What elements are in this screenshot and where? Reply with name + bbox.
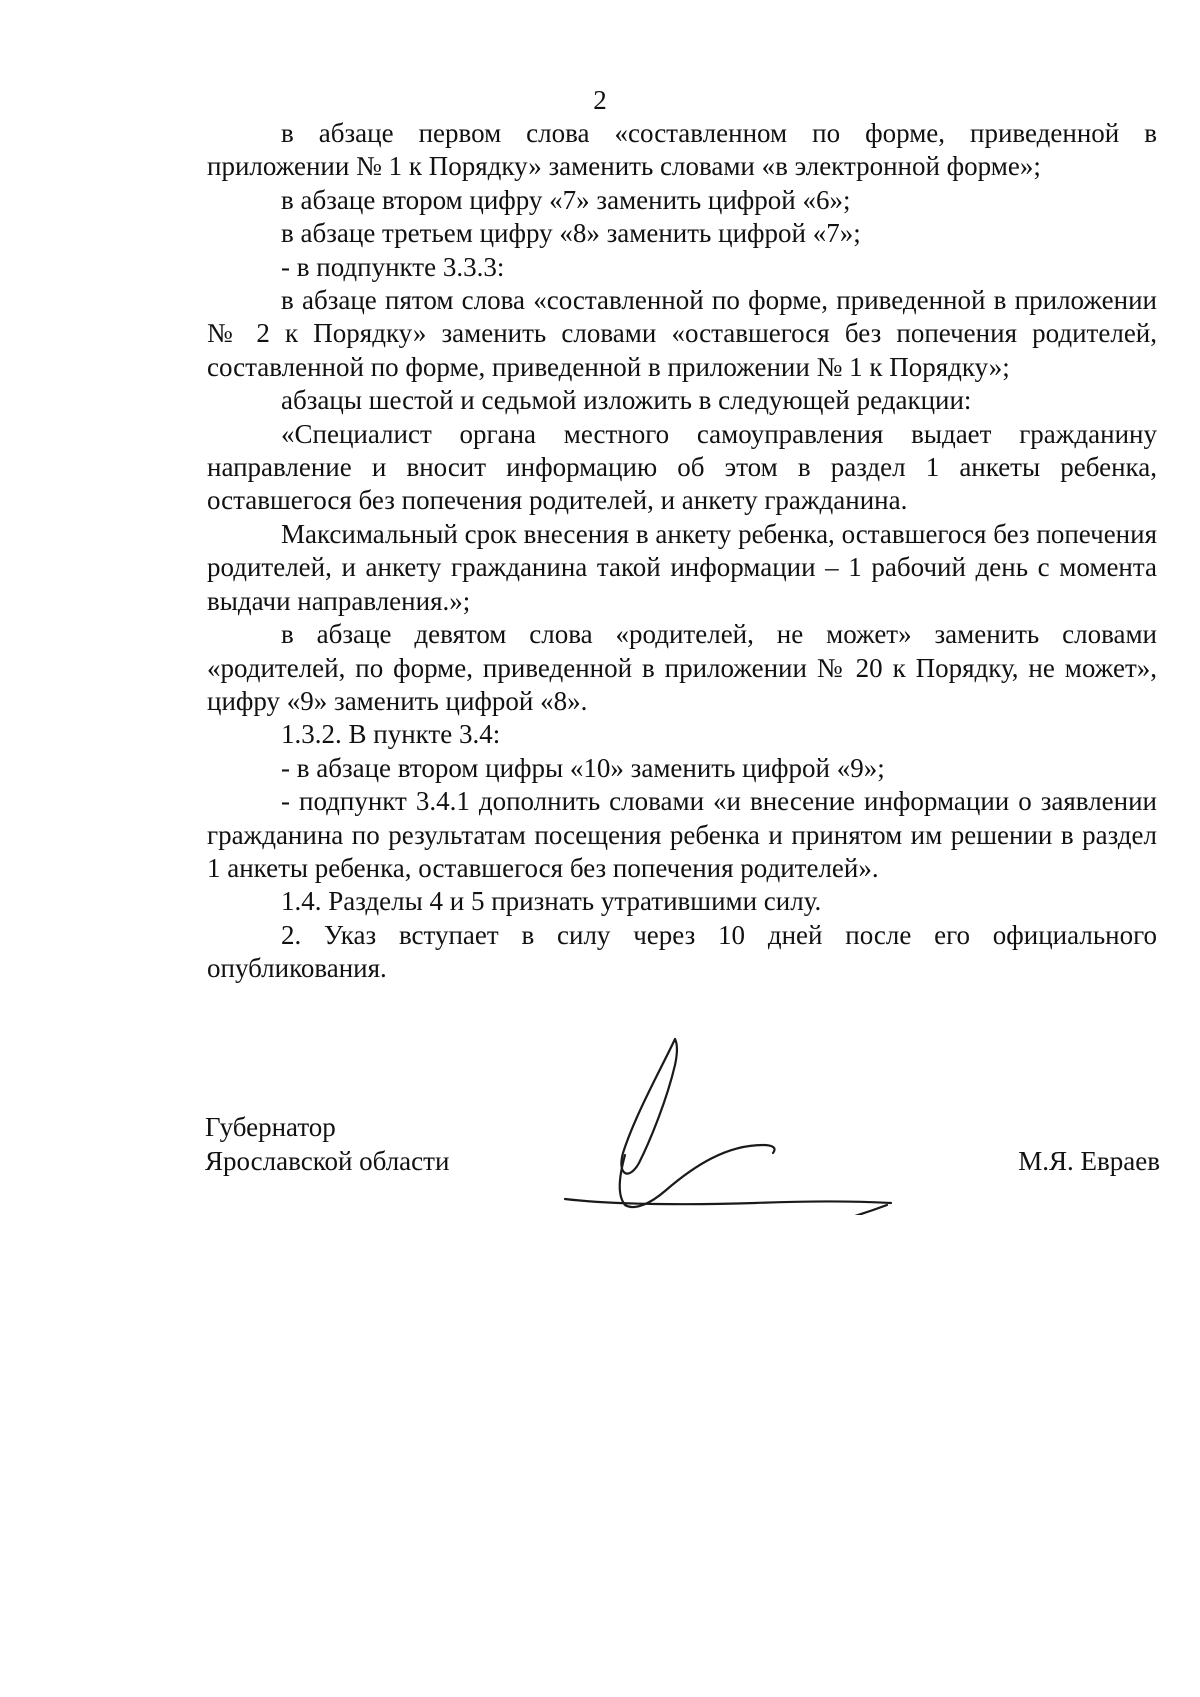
signatory-name: М.Я. Евраев <box>1018 1146 1160 1176</box>
paragraph: - в абзаце втором цифры «10» заменить цифрой «9»; <box>281 752 885 783</box>
paragraph: в абзаце втором цифру «7» заменить цифрой «6»; <box>281 184 851 215</box>
paragraph: в абзаце пятом слова «составленной по форме, приведенной в приложении № 2 к Порядку» заменить словами «оставшегося без попечения родителей, составленной по форме, приведенной в приложении № 1 к Порядку»; <box>207 285 1157 382</box>
document-body <box>207 117 1157 986</box>
paragraph: в абзаце первом слова «составленном по форме, приведенной в приложении № 1 к Порядку» заменить словами «в электронной форме»; <box>207 118 1157 182</box>
signatory-title-line: Ярославской области <box>205 1146 450 1176</box>
paragraph: Максимальный срок внесения в анкету ребенка, оставшегося без попечения родителей, и анкету гражданина такой информации – 1 рабочий день с момента выдачи направления.»; <box>207 518 1157 616</box>
paragraph: «Специалист органа местного самоуправления выдает гражданину направление и вносит информацию об этом в раздел 1 анкеты ребенка, оставшегося без попечения родителей, и анкету гражданина. <box>207 418 1157 516</box>
paragraph: - подпункт 3.4.1 дополнить словами «и внесение информации о заявлении гражданина по результатам посещения ребенка и принятом им решении в раздел 1 анкеты ребенка, оставшегося без попечения родителей». <box>207 786 1157 883</box>
paragraph: - в подпункте 3.3.3: <box>281 251 505 282</box>
paragraph: 1.4. Разделы 4 и 5 признать утратившими силу. <box>281 886 822 917</box>
paragraph: 2. Указ вступает в силу через 10 дней после его официального опубликования. <box>207 919 1157 984</box>
signatory-title <box>205 1110 449 1178</box>
paragraph: в абзаце девятом слова «родителей, не может» заменить словами «родителей, по форме, приведенной в приложении № 20 к Порядку, не может», цифру «9» заменить цифрой «8». <box>207 619 1157 716</box>
signatory-title-line: Губернатор <box>205 1112 336 1142</box>
paragraph: 1.3.2. В пункте 3.4: <box>281 719 501 750</box>
handwritten-signature <box>555 1035 935 1215</box>
paragraph: абзацы шестой и седьмой изложить в следующей редакции: <box>281 385 972 416</box>
paragraph: в абзаце третьем цифру «8» заменить цифрой «7»; <box>281 218 861 249</box>
page-number: 2 <box>593 85 607 115</box>
